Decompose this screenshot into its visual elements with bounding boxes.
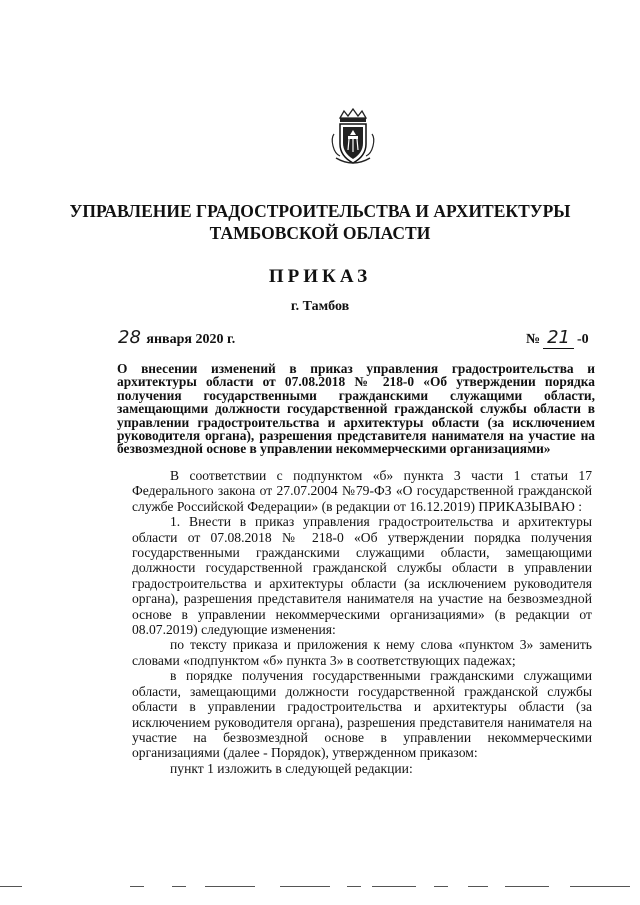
- organization-region: ТАМБОВСКОЙ ОБЛАСТИ: [209, 223, 431, 243]
- city: г. Тамбов: [290, 299, 350, 314]
- paragraph-point-1: пункт 1 изложить в следующей редакции:: [170, 760, 413, 776]
- number-handwritten: 21: [543, 327, 574, 349]
- number-suffix: -0: [576, 332, 589, 347]
- document-date: [118, 327, 235, 348]
- number-sign: №: [526, 332, 541, 347]
- date-day-handwritten: 28: [118, 327, 141, 348]
- document-number: [526, 327, 589, 349]
- scan-footer-marks: [0, 886, 640, 887]
- paragraph-basis: В соответствии с подпунктом «б» пункта 3 части 1 статьи 17 Федерального закона от 27.07.2004 №79-ФЗ «О государственной гражданской службе Российской Федерации» (в редакции от 16.12.2019) ПРИКАЗЫВАЮ :: [132, 468, 592, 514]
- coat-of-arms-icon: [330, 108, 376, 168]
- paragraph-procedure: в порядке получения государственными гражданскими служащими области, замещающими должности государственной гражданской службы области в управлении градостроительства и архитектуры области (за исключением руководителя органа), разрешения представителя нанимателя на участие на безвозмездной основе в управлении некоммерческими организациями (далее - Порядок), утвержденном приказом:: [132, 668, 592, 761]
- date-month-year: января 2020 г.: [146, 332, 236, 347]
- document-type: ПРИКАЗ: [268, 266, 372, 287]
- paragraph-replace-words: по тексту приказа и приложения к нему слова «пунктом 3» заменить словами «подпунктом «б» пункта 3» в соответствующих падежах;: [132, 637, 592, 668]
- paragraph-item-1: 1. Внести в приказ управления градостроительства и архитектуры области от 07.08.2018 № 218-0 «Об утверждении порядка получения государственными гражданскими служащими области, замещающими должности государственной гражданской службы области в управлении градостроительства и архитектуры области (за исключением руководителя органа), разрешения представителя нанимателя на участие на безвозмездной основе в управлении некоммерческими организациями» (в редакции от 08.07.2019) следующие изменения:: [132, 514, 592, 638]
- order-body: [132, 468, 592, 776]
- order-title: О внесении изменений в приказ управления градостроительства и архитектуры области от 07.08.2018 № 218-0 «Об утверждении порядка получения государственными гражданскими служащими области, замещающими должности государственной гражданской службы области в управлении градостроительства и архитектуры области (за исключением руководителя органа), разрешения представителя нанимателя на участие на безвозмездной основе в управлении некоммерческими организациями»: [117, 361, 595, 457]
- organization-name: УПРАВЛЕНИЕ ГРАДОСТРОИТЕЛЬСТВА И АРХИТЕКТУРЫ: [69, 201, 571, 221]
